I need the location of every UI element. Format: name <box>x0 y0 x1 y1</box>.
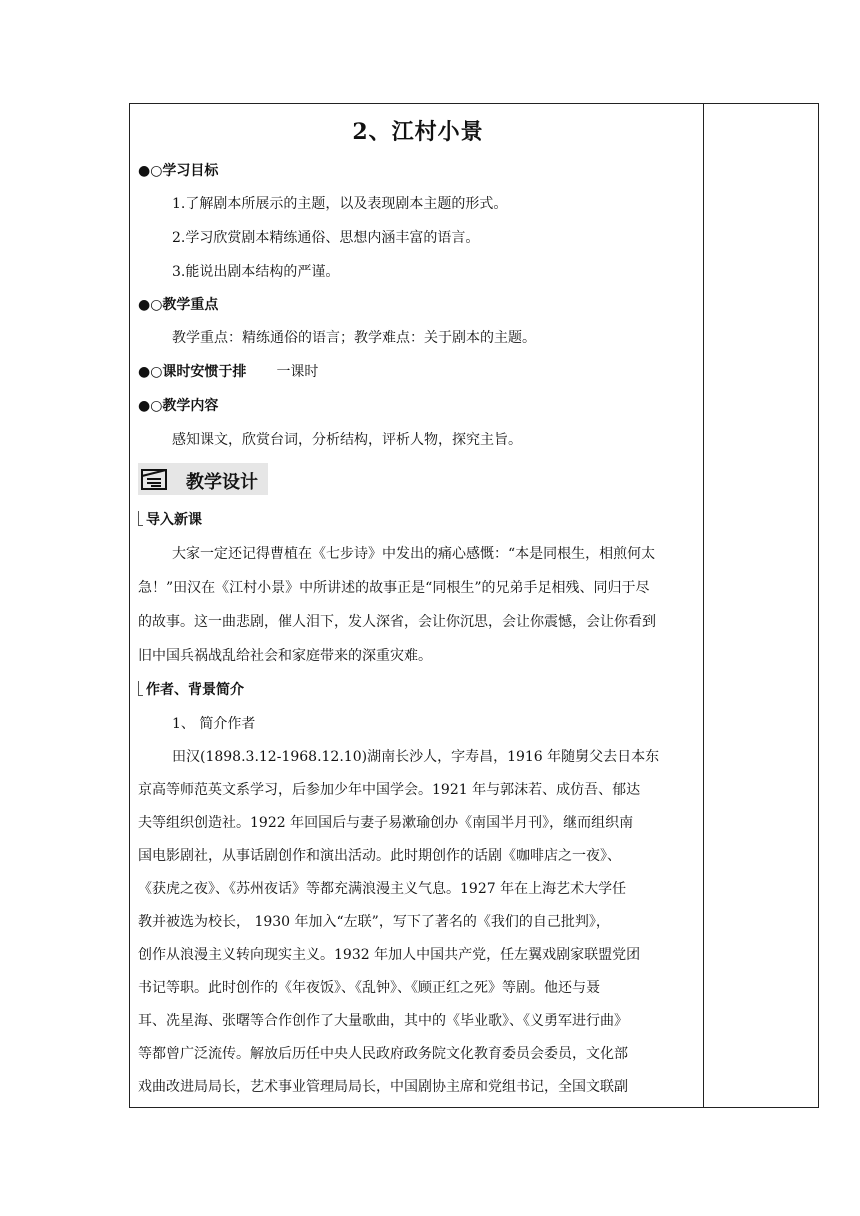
author-line: 京高等师范英文系学习，后参加少年中国学会。1921 年与郭沫若、成仿吾、郁达 <box>138 782 641 798</box>
author-line: 等都曾广泛流传。解放后历任中央人民政府政务院文化教育委员会委员，文化部 <box>138 1046 628 1062</box>
teaching-design-label: 教学设计 <box>186 472 258 493</box>
goals-heading: ●○学习目标 <box>138 163 219 179</box>
focus-heading: ●○教学重点 <box>138 297 219 313</box>
author-line: 《获虎之夜》、《苏州夜话》等都充满浪漫主义气息。1927 年在上海艺术大学任 <box>138 881 627 897</box>
author-line: 教并被选为校长， 1930 年加入“左联”，写下了著名的《我们的自己批判》， <box>138 914 610 930</box>
goal-item: 1.了解剧本所展示的主题，以及表现剧本主题的形式。 <box>172 196 508 212</box>
schedule-row <box>138 361 318 381</box>
intro-line: 旧中国兵祸战乱给社会和家庭带来的深重灾难。 <box>138 648 432 664</box>
author-subheading: 1、 简介作者 <box>172 716 256 732</box>
intro-line: 大家一定还记得曹植在《七步诗》中发出的痛心感慨：“本是同根生，相煎何太 <box>172 546 656 562</box>
goal-item: 2.学习欣赏剧本精练通俗、思想内涵丰富的语言。 <box>172 230 480 246</box>
schedule-heading: ●○课时安惯于排 <box>138 364 247 380</box>
page-title: 2、江村小景 <box>352 119 484 145</box>
teaching-design-banner <box>138 463 268 495</box>
content-heading: ●○教学内容 <box>138 398 219 414</box>
intro-line: 的故事。这一曲悲剧，催人泪下，发人深省，会让你沉思，会让你震憾，会让你看到 <box>138 614 656 630</box>
goal-item: 3.能说出剧本结构的严谨。 <box>172 264 340 280</box>
table-column-divider <box>703 103 704 1108</box>
author-line: 耳、冼星海、张曙等合作创作了大量歌曲，其中的《毕业歌》、《义勇军进行曲》 <box>138 1013 628 1029</box>
focus-text: 教学重点：精练通俗的语言；教学难点：关于剧本的主题。 <box>172 330 536 346</box>
schedule-value: 一课时 <box>276 364 319 380</box>
author-heading: 作者、背景简介 <box>138 679 244 699</box>
author-line: 国电影剧社，从事话剧创作和演出活动。此时期创作的话剧《咖啡店之一夜》、 <box>138 848 621 864</box>
content-text: 感知课文，欣赏台词，分析结构，评析人物，探究主旨。 <box>172 432 522 448</box>
author-line: 书记等职。此时创作的《年夜饭》、《乱钟》、《顾正红之死》等剧。他还与聂 <box>138 980 600 996</box>
author-line: 戏曲改进局局长，艺术事业管理局局长，中国剧协主席和党组书记，全国文联副 <box>138 1079 628 1095</box>
author-line: 田汉(1898.3.12-1968.12.10)湖南长沙人，字寿昌，1916 年随舅父去日本东 <box>172 749 660 765</box>
author-line: 创作从浪漫主义转向现实主义。1932 年加人中国共产党，任左翼戏剧家联盟党团 <box>138 947 641 963</box>
author-line: 夫等组织创造社。1922 年回国后与妻子易漱瑜创办《南国半月刊》，继而组织南 <box>138 815 634 831</box>
teaching-board-icon <box>141 467 167 491</box>
intro-line: 急！”田汉在《江村小景》中所讲述的故事正是“同根生”的兄弟手足相残、同归于尽 <box>138 580 650 596</box>
intro-heading: 导入新课 <box>138 509 202 529</box>
